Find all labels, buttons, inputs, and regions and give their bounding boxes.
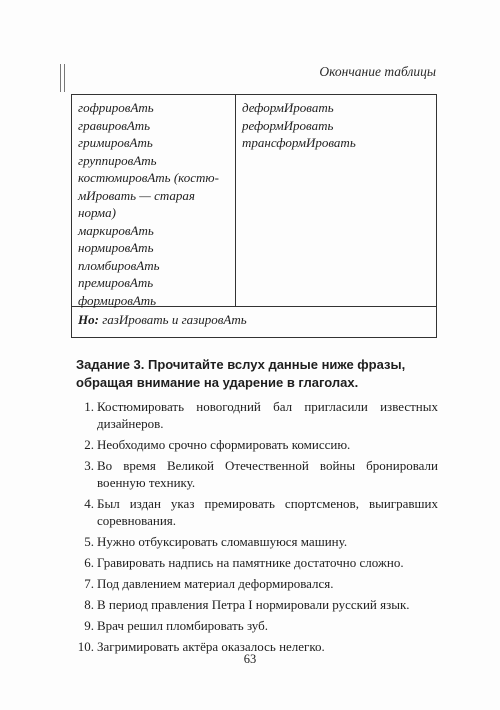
word: норма) (78, 205, 116, 220)
list-item (76, 596, 438, 613)
item-number: 1. (84, 399, 94, 414)
list-item (76, 457, 438, 491)
right-column (242, 99, 432, 152)
word: формировАть (78, 292, 157, 308)
word: нормировАть (78, 240, 154, 255)
page-number: 63 (243, 652, 257, 666)
list-item (76, 575, 438, 592)
item-text: Во время Великой Отечественной войны бронировали военную технику. (97, 458, 438, 490)
word: группировАть (78, 152, 157, 168)
item-number: 3. (84, 458, 94, 473)
word: премировАть (78, 275, 154, 290)
word: гравировАть (78, 117, 151, 133)
word: трансформИровать (242, 135, 356, 150)
word: пломбировАть (78, 257, 160, 273)
list-item (76, 533, 438, 550)
note-label: Но: (78, 312, 99, 327)
item-number: 9. (84, 618, 94, 633)
list-item (76, 436, 438, 453)
item-text: Гравировать надпись на памятнике достаточно сложно. (97, 555, 404, 570)
item-text: Под давлением материал деформировался. (97, 576, 334, 591)
item-number: 5. (84, 534, 94, 549)
table-note (78, 312, 247, 328)
item-number: 10. (77, 639, 94, 654)
verb-table (71, 94, 437, 338)
item-number: 4. (84, 496, 94, 511)
item-number: 8. (84, 597, 94, 612)
word: деформИровать (242, 100, 334, 115)
word: гримировАть (78, 135, 153, 150)
word: маркировАть (78, 222, 154, 238)
word: мИровать — старая (78, 187, 195, 203)
list-item (76, 554, 438, 571)
item-text: Костюмировать новогодний бал пригласили известных дизайнеров. (97, 399, 438, 431)
item-text: Врач решил пломбировать зуб. (97, 618, 268, 633)
item-number: 2. (84, 437, 94, 452)
margin-rule (60, 64, 61, 92)
sentence-list (76, 398, 438, 659)
list-item (76, 617, 438, 634)
item-number: 7. (84, 576, 94, 591)
item-text: Нужно отбуксировать сломавшуюся машину. (97, 534, 348, 549)
table-caption: Окончание таблицы (319, 64, 436, 79)
item-text: Необходимо срочно сформировать комиссию. (97, 437, 351, 452)
column-divider (235, 95, 236, 306)
item-text: Загримировать актёра оказалось нелегко. (97, 639, 325, 654)
word: гофрировАть (78, 100, 154, 115)
task-heading: Задание 3. Прочитайте вслух данные ниже фразы, обращая внимание на ударение в глаголах. (76, 357, 406, 390)
note-text: газИровать и газировАть (98, 312, 247, 327)
list-item (76, 495, 438, 529)
left-column (78, 99, 230, 309)
margin-rule (64, 64, 65, 92)
list-item (76, 398, 438, 432)
word: костюмировАть (костю- (78, 170, 219, 185)
word: реформИровать (242, 117, 334, 133)
item-text: Был издан указ премировать спортсменов, выигравших соревнования. (97, 496, 438, 528)
item-text: В период правления Петра I нормировали русский язык. (97, 597, 410, 612)
item-number: 6. (84, 555, 94, 570)
